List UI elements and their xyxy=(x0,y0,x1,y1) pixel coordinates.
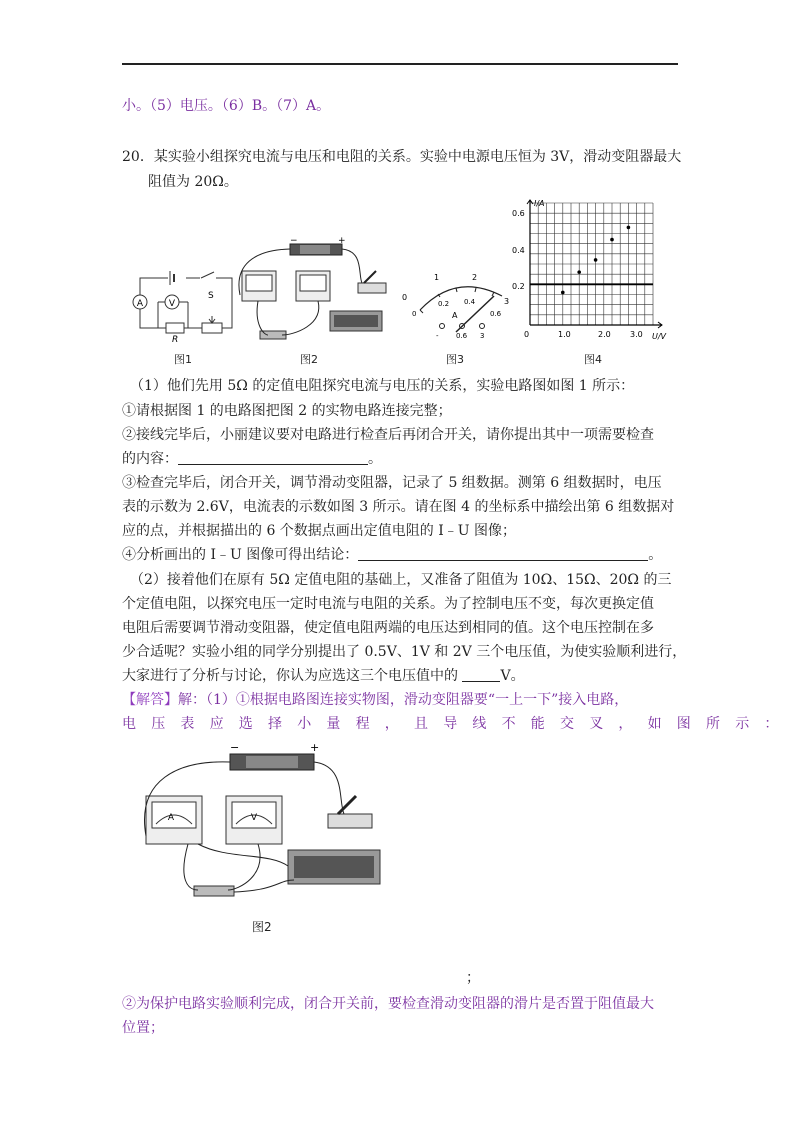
graph-data-point xyxy=(594,258,598,262)
answer-ammeter-letter: A xyxy=(167,813,175,823)
graph-y-tick-04: 0.4 xyxy=(512,246,525,255)
fig1-voltmeter-label: V xyxy=(168,299,176,309)
fig3-terminal-06: 0.6 xyxy=(456,332,468,340)
fig3-ammeter-letter: A xyxy=(452,311,458,320)
item4-answer-blank[interactable] xyxy=(358,546,648,561)
answer-item2-line1: ②为保护电路实验顺利完成，闭合开关前，要检查滑动变阻器的滑片是否置于阻值最大 xyxy=(122,996,654,1012)
part2-prefix: 大家进行了分析与讨论，你认为应选这三个电压值中的 xyxy=(122,668,463,684)
item2-line1: ②接线完毕后，小丽建议要对电路进行检查后再闭合开关，请你提出其中一项需要检查 xyxy=(122,427,654,443)
fig2-battery-plus: + xyxy=(338,236,346,246)
fig3-scale-1: 1 xyxy=(434,273,440,282)
part2-line3: 电阻后需要调节滑动变阻器，使定值电阻两端的电压达到相同的值。这个电压控制在多 xyxy=(122,620,654,636)
fig3-scale-04: 0.4 xyxy=(464,298,476,306)
fig1-resistor-label: R xyxy=(172,335,179,344)
item2-answer-blank[interactable] xyxy=(178,450,368,465)
item2-line2 xyxy=(122,449,382,469)
fig3-scale-0: 0 xyxy=(402,293,408,302)
fig1-circuit-diagram xyxy=(128,266,240,344)
answer-tag: 【解答】 xyxy=(122,692,178,708)
answer-line1-rest: 解：（1）①根据电路图连接实物图，滑动变阻器要“一上一下”接入电路， xyxy=(178,692,629,708)
graph-x-tick-2: 2.0 xyxy=(598,330,611,339)
answer-battery-minus: − xyxy=(230,741,240,754)
fig3-terminal-3: 3 xyxy=(480,332,485,340)
graph-data-point xyxy=(627,226,631,230)
fig2-label: 图2 xyxy=(300,353,318,366)
previous-answer-tail: 小。（5）电压。（6）B。（7）A。 xyxy=(122,98,331,114)
fig3-ammeter-dial xyxy=(398,266,516,344)
fig2-physical-circuit xyxy=(234,235,394,347)
graph-y-axis-label: I/A xyxy=(534,199,545,208)
fig1-label: 图1 xyxy=(174,353,192,366)
fig1-ammeter-label: A xyxy=(136,299,144,309)
question-stem-line1: 20．某实验小组探究电流与电压和电阻的关系。实验中电源电压恒为 3V，滑动变阻器最大 xyxy=(122,149,682,165)
part2-answer-blank[interactable] xyxy=(462,667,500,682)
item3-line1: ③检查完毕后，闭合开关，调节滑动变阻器，记录了 5 组数据。测第 6 组数据时，电压 xyxy=(122,475,662,491)
item2-suffix: 。 xyxy=(368,451,382,467)
graph-data-point xyxy=(610,238,614,242)
answer-line1 xyxy=(122,690,628,710)
fig3-scale-3: 3 xyxy=(504,297,510,306)
graph-x-tick-1: 1.0 xyxy=(558,330,571,339)
graph-x-tick-3: 3.0 xyxy=(630,330,643,339)
part2-suffix: V。 xyxy=(500,668,525,684)
answer-item2-line2: 位置； xyxy=(122,1020,164,1036)
graph-y-tick-02: 0.2 xyxy=(512,282,525,291)
part1-intro: （1）他们先用 5Ω 的定值电阻探究电流与电压的关系，实验电路图如图 1 所示： xyxy=(130,378,635,394)
graph-y-tick-06: 0.6 xyxy=(512,209,525,218)
fig3-scale-2: 2 xyxy=(472,273,478,282)
graph-x-tick-0: 0 xyxy=(524,330,530,339)
graph-x-axis-label: U/V xyxy=(652,332,667,341)
item4-suffix: 。 xyxy=(648,547,663,563)
graph-grid xyxy=(530,203,653,325)
fig3-scale-02: 0.2 xyxy=(438,300,450,308)
item4-line xyxy=(122,545,662,565)
fig3-label: 图3 xyxy=(446,353,464,366)
answer-voltmeter-letter: V xyxy=(250,813,258,823)
graph-data-point xyxy=(577,270,581,274)
answer-circuit-figure xyxy=(138,740,396,900)
part2-line1: （2）接着他们在原有 5Ω 定值电阻的基础上，又准备了阻值为 10Ω、15Ω、20Ω 的三 xyxy=(130,572,672,588)
answer-semicolon: ； xyxy=(466,970,480,986)
item1-text: ①请根据图 1 的电路图把图 2 的实物电路连接完整； xyxy=(122,403,452,419)
header-rule xyxy=(122,63,678,65)
item3-line3: 应的点，并根据描出的 6 个数据点画出定值电阻的 I﹣U 图像； xyxy=(122,523,517,539)
fig3-terminal-minus: - xyxy=(436,332,439,340)
fig2-battery-minus: − xyxy=(290,236,298,246)
fig4-label: 图4 xyxy=(584,353,602,366)
part2-line5 xyxy=(122,666,525,686)
answer-battery-plus: + xyxy=(310,741,320,754)
part2-line4: 少合适呢？实验小组的同学分别提出了 0.5V、1V 和 2V 三个电压值，为使实验顺利进行， xyxy=(122,644,687,660)
fig1-switch-label: S xyxy=(208,291,214,301)
item3-line2: 表的示数为 2.6V，电流表的示数如图 3 所示。请在图 4 的坐标系中描绘出第 6 组数据对 xyxy=(122,499,675,515)
question-stem-line2: 阻值为 20Ω。 xyxy=(148,174,238,190)
fig3-scale-inner0: 0 xyxy=(412,310,417,318)
item2-prefix: 的内容： xyxy=(122,451,178,467)
answer-line2: 电压表应选择小量程，且导线不能交叉，如图所示： xyxy=(122,716,794,732)
fig4-iu-graph xyxy=(510,196,670,344)
part2-line2: 个定值电阻，以探究电压一定时电流与电阻的关系。为了控制电压不变，每次更换定值 xyxy=(122,596,654,612)
item4-prefix: ④分析画出的 I﹣U 图像可得出结论： xyxy=(122,547,359,563)
fig3-scale-06: 0.6 xyxy=(490,310,502,318)
answer-fig-label: 图2 xyxy=(252,920,272,934)
graph-data-point xyxy=(561,291,565,295)
